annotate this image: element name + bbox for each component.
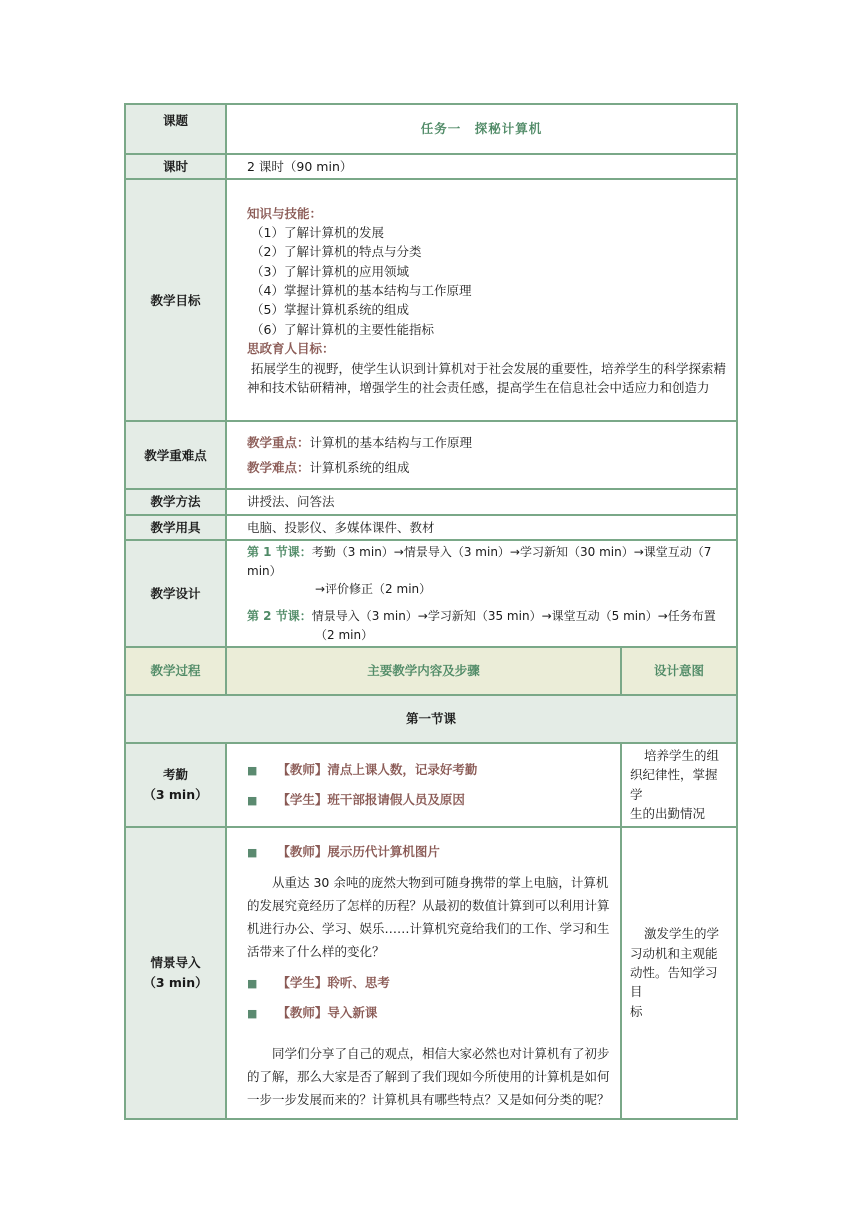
attendance-label-cell <box>125 743 226 827</box>
intro-paragraph-1: 从重达 30 余吨的庞然大物到可随身携带的掌上电脑，计算机的发展究竟经历了怎样的历程？从最初的数值计算到可以利用计算机进行办公、学习、娱乐……计算机究竟给我们的工作、学习和生活带来了什么样的变化？ <box>247 874 610 960</box>
attendance-content <box>226 743 621 827</box>
key-point-label: 教学重点： <box>247 435 310 450</box>
step-text: 【学生】聆听、思考 <box>277 975 390 991</box>
step-text: 【教师】展示历代计算机图片 <box>277 843 440 859</box>
intro-intent <box>621 827 737 1119</box>
attendance-row <box>125 743 737 827</box>
square-bullet-icon: ■ <box>247 1006 258 1020</box>
ideology-heading: 思政育人目标： <box>247 341 335 357</box>
knowledge-item: （6）了解计算机的主要性能指标 <box>251 321 434 337</box>
lesson-plan-table <box>124 103 738 1120</box>
goals-content <box>226 179 737 421</box>
intro-content <box>226 827 621 1119</box>
design-label: 教学设计 <box>125 540 226 647</box>
intro-label: 情景导入 <box>150 955 201 971</box>
step-text: 【教师】清点上课人数，记录好考勤 <box>277 762 478 778</box>
lesson1-line1: 考勤（3 min）→情景导入（3 min）→学习新知（30 min）→课堂互动（7 min） <box>247 545 712 578</box>
lesson1-line2: →评价修正（2 min） <box>315 582 432 597</box>
key-points-row <box>125 421 737 489</box>
tools-value: 电脑、投影仪、多媒体课件、教材 <box>226 515 737 540</box>
method-value: 讲授法、问答法 <box>226 489 737 514</box>
key-point <box>247 433 730 452</box>
intro-label-cell <box>125 827 226 1119</box>
hours-value: 2 课时（90 min） <box>226 154 737 179</box>
key-points-content <box>226 421 737 489</box>
design-content <box>226 540 737 647</box>
ideology-text: 拓展学生的视野，使学生认识到计算机对于社会发展的重要性，培养学生的科学探索精神和技术钻研精神，增强学生的社会责任感，提高学生在信息社会中适应力和创造力 <box>247 360 727 395</box>
intent-line: 习动机和主观能 <box>630 945 718 961</box>
lesson2-label: 第 2 节课： <box>247 608 312 623</box>
method-row <box>125 489 737 514</box>
attendance-duration: （3 min） <box>143 786 208 802</box>
subject-label: 课题 <box>125 104 226 154</box>
attendance-student-step <box>247 790 614 809</box>
knowledge-item: （5）掌握计算机系统的组成 <box>251 302 409 318</box>
section-title: 第一节课 <box>125 695 737 743</box>
intro-teacher-step-1 <box>247 842 614 861</box>
difficulty-text: 计算机系统的组成 <box>309 460 410 476</box>
intent-line: 生的出勤情况 <box>630 806 706 822</box>
knowledge-item: （4）掌握计算机的基本结构与工作原理 <box>251 283 472 298</box>
attendance-label: 考勤 <box>162 767 188 783</box>
method-label: 教学方法 <box>125 489 226 514</box>
title-row <box>125 104 737 154</box>
square-bullet-icon: ■ <box>247 845 258 859</box>
design-row <box>125 540 737 647</box>
key-point-text: 计算机的基本结构与工作原理 <box>309 435 473 450</box>
step-text: 【学生】班干部报请假人员及原因 <box>277 791 465 807</box>
intro-paragraph-2: 同学们分享了自己的观点，相信大家必然也对计算机有了初步的了解，那么大家是否了解到了我们现如今所使用的计算机是如何一步一步发展而来的？计算机具有哪些特点？又是如何分类的呢？ <box>247 1046 610 1108</box>
difficulty <box>247 458 730 477</box>
goals-row <box>125 179 737 421</box>
knowledge-heading: 知识与技能： <box>247 205 323 221</box>
lesson2-line2: （2 min） <box>315 627 374 642</box>
intro-teacher-step-2 <box>247 1003 614 1022</box>
lesson2-line1: 情景导入（3 min）→学习新知（35 min）→课堂互动（5 min）→任务布置 <box>311 608 716 623</box>
tools-label: 教学用具 <box>125 515 226 540</box>
lesson1-plan <box>247 543 730 580</box>
hours-label: 课时 <box>125 154 226 179</box>
intent-line: 激发学生的学 <box>644 926 720 942</box>
process-header-row <box>125 647 737 695</box>
lesson1-label: 第 1 节课： <box>247 545 312 560</box>
process-header-intent: 设计意图 <box>621 647 737 695</box>
lesson2-plan <box>247 607 730 626</box>
intro-row <box>125 827 737 1119</box>
key-points-label: 教学重难点 <box>125 421 226 489</box>
square-bullet-icon: ■ <box>247 764 258 778</box>
section-row <box>125 695 737 743</box>
intro-student-step <box>247 973 614 992</box>
square-bullet-icon: ■ <box>247 793 258 807</box>
intent-line: 培养学生的组 <box>644 748 720 764</box>
knowledge-item: （3）了解计算机的应用领域 <box>251 263 409 279</box>
intent-line: 动性。告知学习目 <box>630 964 718 1000</box>
attendance-intent <box>621 743 737 827</box>
intent-line: 织纪律性，掌握学 <box>630 767 718 802</box>
page-title: 任务一 探秘计算机 <box>226 104 737 154</box>
process-header-content: 主要教学内容及步骤 <box>226 647 621 695</box>
knowledge-item: （1）了解计算机的发展 <box>251 224 384 240</box>
intent-line: 标 <box>630 1003 643 1019</box>
difficulty-label: 教学难点： <box>247 460 310 476</box>
intro-duration: （3 min） <box>143 974 208 990</box>
tools-row <box>125 515 737 540</box>
step-text: 【教师】导入新课 <box>277 1004 378 1020</box>
goals-label: 教学目标 <box>125 179 226 421</box>
hours-row <box>125 154 737 179</box>
square-bullet-icon: ■ <box>247 977 258 991</box>
process-header-stage: 教学过程 <box>125 647 226 695</box>
knowledge-item: （2）了解计算机的特点与分类 <box>251 244 422 260</box>
attendance-teacher-step <box>247 760 614 779</box>
